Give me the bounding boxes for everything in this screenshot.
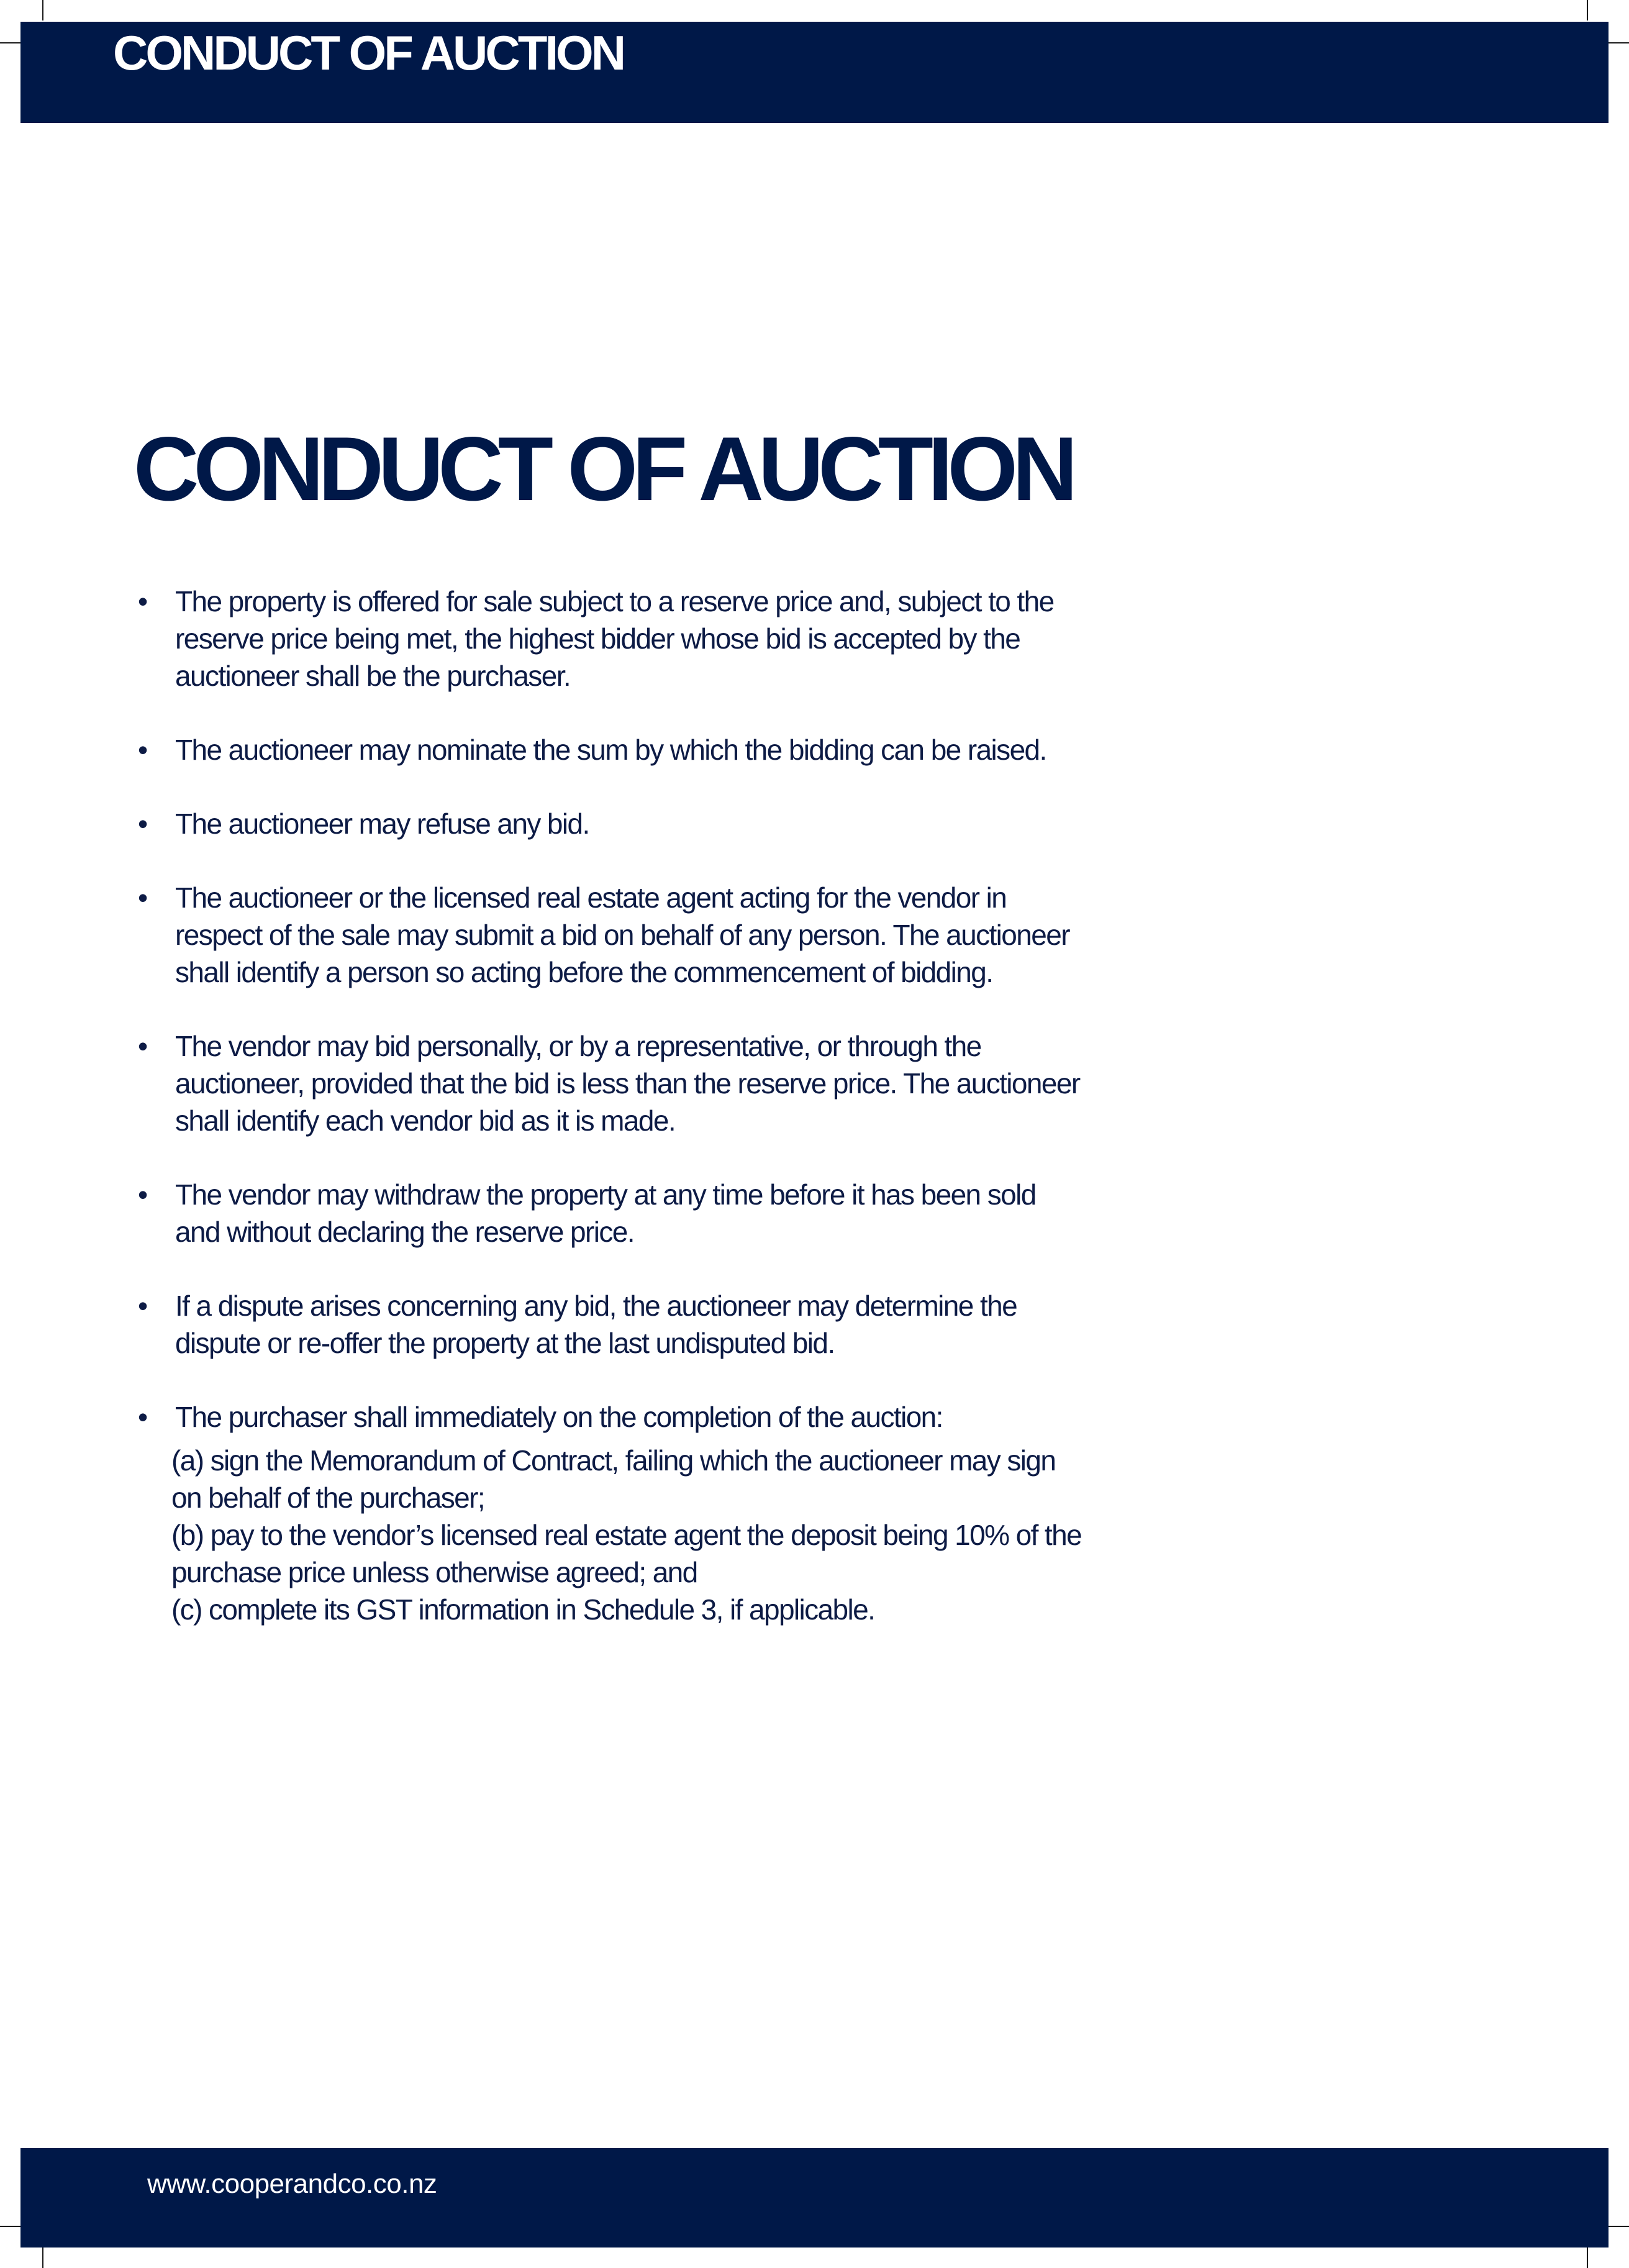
- list-item: [138, 1027, 1082, 1139]
- clause-text: The auctioneer may refuse any bid.: [175, 808, 589, 840]
- conditions-list: [138, 583, 1082, 1665]
- bullet-icon: •: [138, 734, 147, 766]
- list-item: [138, 1398, 1082, 1628]
- bullet-icon: •: [138, 1401, 147, 1433]
- crop-mark: [0, 42, 20, 43]
- crop-mark: [1587, 2248, 1588, 2268]
- header-title: CONDUCT OF AUCTION: [113, 25, 624, 80]
- bullet-icon: •: [138, 1290, 147, 1322]
- clause-text: The property is offered for sale subject to a reserve price and, subject to the reserve price being met, the highest bidder whose bid is accepted by the auctioneer shall be the purchaser.: [175, 585, 1054, 692]
- bullet-icon: •: [138, 585, 147, 617]
- bullet-icon: •: [138, 881, 147, 914]
- crop-mark: [0, 2226, 20, 2227]
- bullet-icon: •: [138, 1178, 147, 1211]
- clause-text: The auctioneer or the licensed real estate agent acting for the vendor in respect of the sale may submit a bid on behalf of any person. The auctioneer shall identify a person so acting before the commencement of bidding.: [175, 881, 1069, 988]
- bullet-icon: •: [138, 808, 147, 840]
- list-item: [138, 879, 1082, 991]
- list-item: [138, 1287, 1082, 1362]
- clause-text: The vendor may bid personally, or by a representative, or through the auctioneer, provided that the bid is less than the reserve price. The auctioneer shall identify each vendor bid as it is made.: [175, 1030, 1080, 1137]
- crop-mark: [1609, 42, 1629, 43]
- list-item: [138, 583, 1082, 695]
- crop-mark: [42, 0, 43, 20]
- crop-mark: [1609, 2226, 1629, 2227]
- purchaser-obligations: [171, 1442, 1082, 1628]
- sub-item: (a) sign the Memorandum of Contract, failing which the auctioneer may sign on behalf of the purchaser;: [171, 1444, 1056, 1514]
- list-item: [138, 1176, 1082, 1250]
- list-item: [138, 805, 1082, 842]
- crop-mark: [42, 2248, 43, 2268]
- list-item: [138, 731, 1082, 768]
- crop-mark: [1587, 0, 1588, 20]
- clause-text: The purchaser shall immediately on the completion of the auction:: [175, 1401, 943, 1433]
- clause-text: If a dispute arises concerning any bid, the auctioneer may determine the dispute or re-offer the property at the last undisputed bid.: [175, 1290, 1017, 1359]
- clause-text: The auctioneer may nominate the sum by which the bidding can be raised.: [175, 734, 1046, 766]
- page-title: CONDUCT OF AUCTION: [134, 418, 1073, 519]
- clause-text: The vendor may withdraw the property at any time before it has been sold and without declaring the reserve price.: [175, 1178, 1036, 1248]
- bullet-icon: •: [138, 1030, 147, 1062]
- sub-item: (c) complete its GST information in Schedule 3, if applicable.: [171, 1593, 875, 1626]
- footer-website-link[interactable]: www.cooperandco.co.nz: [147, 2169, 437, 2199]
- sub-item: (b) pay to the vendor’s licensed real estate agent the deposit being 10% of the purchase price unless otherwise agreed; and: [171, 1519, 1082, 1588]
